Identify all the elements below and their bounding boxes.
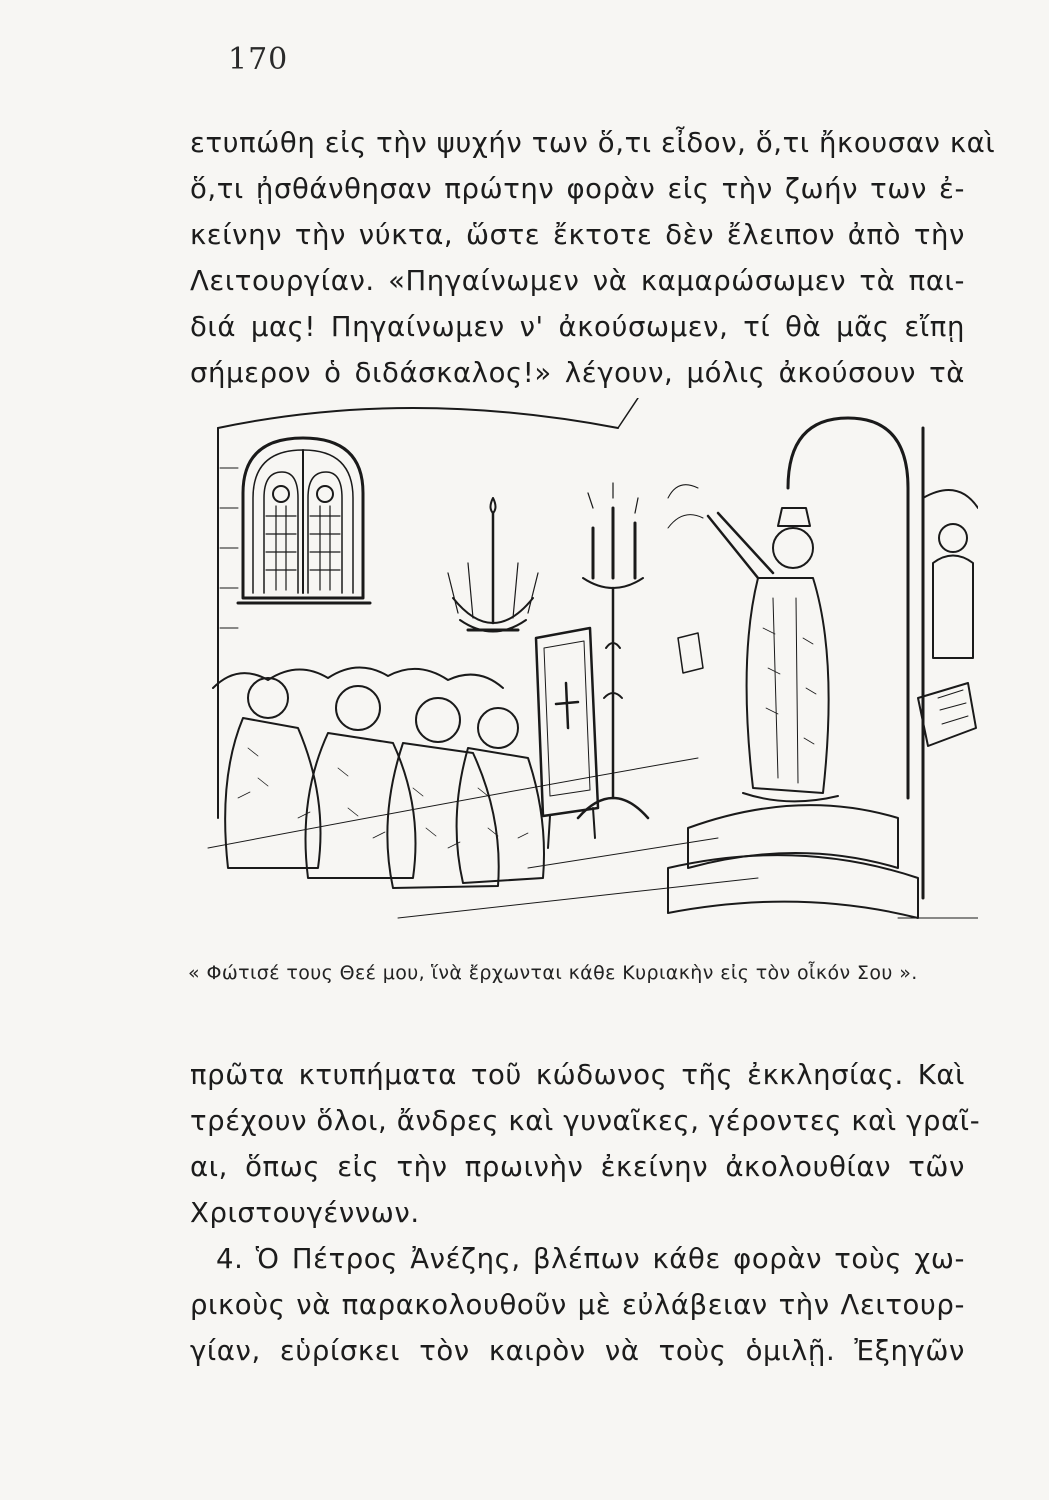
text-line: σήμερον ὁ διδάσκαλος!» λέγουν, μόλις ἀκούσουν τὰ [190, 357, 965, 389]
text-line: ετυπώθη εἰς τὴν ψυχήν των ὅ,τι εἶδον, ὅ,τι ἤκουσαν καὶ [190, 127, 996, 159]
section-4-line: ρικοὺς νὰ παρακολουθοῦν μὲ εὐλάβειαν τὴν Λειτουρ- [190, 1289, 965, 1321]
text-line: αι, ὅπως εἰς τὴν πρωινὴν ἐκείνην ἀκολουθίαν τῶν [190, 1151, 965, 1183]
text-line: ὅ,τι ᾐσθάνθησαν πρώτην φορὰν εἰς τὴν ζωήν των ἐ- [190, 173, 965, 205]
page-number: 170 [228, 42, 289, 77]
church-window-icon [238, 438, 370, 603]
standing-candelabrum-icon [578, 483, 648, 818]
text-line: τρέχουν ὅλοι, ἄνδρες καὶ γυναῖκες, γέροντες καὶ γραῖ- [190, 1105, 981, 1137]
church-liturgy-illustration [198, 398, 978, 948]
iconostasis-icon [788, 418, 978, 898]
text-line: Χριστουγέννων. [190, 1197, 420, 1229]
bottom-paragraph [190, 1052, 981, 1374]
text-line: κείνην τὴν νύκτα, ὥστε ἔκτοτε δὲν ἔλειπον ἀπὸ τὴν [190, 219, 965, 251]
priest-icon [708, 508, 838, 801]
illustration-caption: « Φώτισέ τους Θεέ μου, ἵνὰ ἔρχωνται κάθε Κυριακὴν εἰς τὸν οἶκόν Σου ». [188, 962, 918, 984]
section-4-line: 4. Ὁ Πέτρος Ἀνέζης, βλέπων κάθε φορὰν τοὺς χω- [216, 1243, 965, 1275]
text-line: πρῶτα κτυπήματα τοῦ κώδωνος τῆς ἐκκλησίας. Καὶ [190, 1059, 965, 1091]
text-line: Λειτουργίαν. «Πηγαίνωμεν νὰ καμαρώσωμεν τὰ παι- [190, 265, 965, 297]
lectern-icon [536, 628, 598, 848]
kneeling-congregation-icon [213, 667, 544, 888]
top-paragraph [190, 120, 996, 396]
section-4-line: γίαν, εὑρίσκει τὸν καιρὸν νὰ τοὺς ὁμιλῇ. Ἐξηγῶν [190, 1335, 965, 1367]
text-line: διά μας! Πηγαίνωμεν ν' ἀκούσωμεν, τί θὰ μᾶς εἴπῃ [190, 311, 965, 343]
candelabrum-icon [448, 498, 538, 632]
